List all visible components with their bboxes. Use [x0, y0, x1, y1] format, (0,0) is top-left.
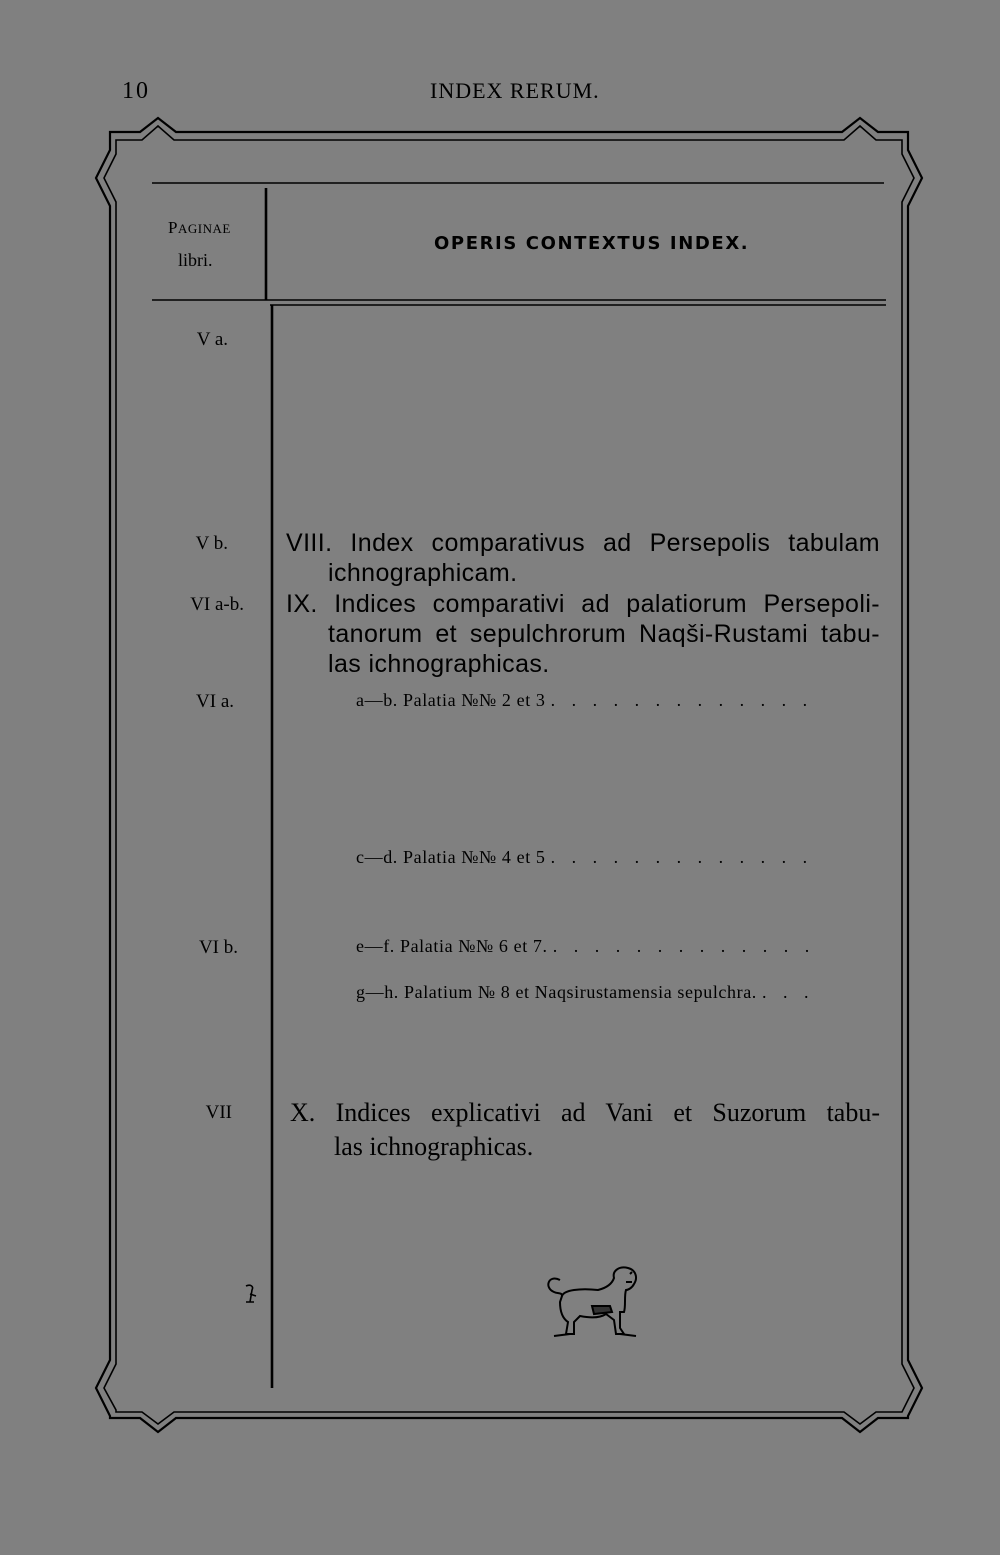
entry-x-line-1: X. Indices explicativi ad Vani et Suzorum tabu- — [290, 1098, 880, 1127]
entry-viii — [286, 528, 880, 588]
subentry-ef — [356, 936, 815, 957]
column-header-libri: libri. — [178, 250, 213, 270]
page-ref-via: VI a. — [196, 691, 234, 712]
printer-mark-glyph — [240, 1282, 264, 1310]
page-ref-vii: VII — [205, 1102, 232, 1123]
page-number: 10 — [122, 78, 150, 104]
subentry-ab-text: a—b. Palatia №№ 2 et 3 — [356, 690, 546, 710]
leader-dots: . . . — [762, 982, 815, 1002]
lion-vignette — [540, 1262, 644, 1342]
running-head: INDEX RERUM. — [430, 78, 600, 103]
leader-dots: . . . . . . . . . . . . . — [550, 690, 814, 710]
entry-x-line-2: las ichnographicas. — [334, 1132, 534, 1161]
entry-ix-line-3: las ichnographicas. — [328, 650, 550, 678]
page-ref-va: V a. — [196, 329, 228, 350]
column-header-initial: P — [168, 218, 178, 237]
entry-ix-line-1: IX. Indices comparativi ad palatiorum Persepoli- — [286, 590, 880, 618]
subentry-ab — [356, 690, 813, 711]
subentry-ef-text: e—f. Palatia №№ 6 et 7. — [356, 936, 548, 956]
page-ref-vib: VI b. — [198, 937, 238, 958]
column-header-paginae — [168, 218, 231, 238]
leader-dots: . . . . . . . . . . . . . — [552, 936, 816, 956]
entry-ix — [286, 589, 880, 679]
leader-dots: . . . . . . . . . . . . . — [550, 847, 814, 867]
subentry-cd — [356, 847, 813, 868]
subentry-gh — [356, 982, 815, 1003]
subentry-gh-text: g—h. Palatium № 8 et Naqsirustamensia sepulchra. — [356, 982, 757, 1002]
page-ref-viab: VI a-b. — [190, 594, 244, 615]
entry-ix-line-2: tanorum et sepulchrorum Naqši-Rustami tabu- — [328, 620, 880, 648]
entry-viii-line-1: VIII. Index comparativus ad Persepolis tabulam — [286, 529, 880, 557]
entry-x — [290, 1096, 880, 1164]
page-ref-vb: V b. — [195, 533, 228, 554]
subentry-cd-text: c—d. Palatia №№ 4 et 5 — [356, 847, 546, 867]
section-title: OPERIS CONTEXTUS INDEX. — [434, 233, 750, 254]
entry-viii-line-2: ichnographicam. — [328, 559, 518, 587]
column-header-smallcaps: AGINAE — [177, 221, 231, 236]
